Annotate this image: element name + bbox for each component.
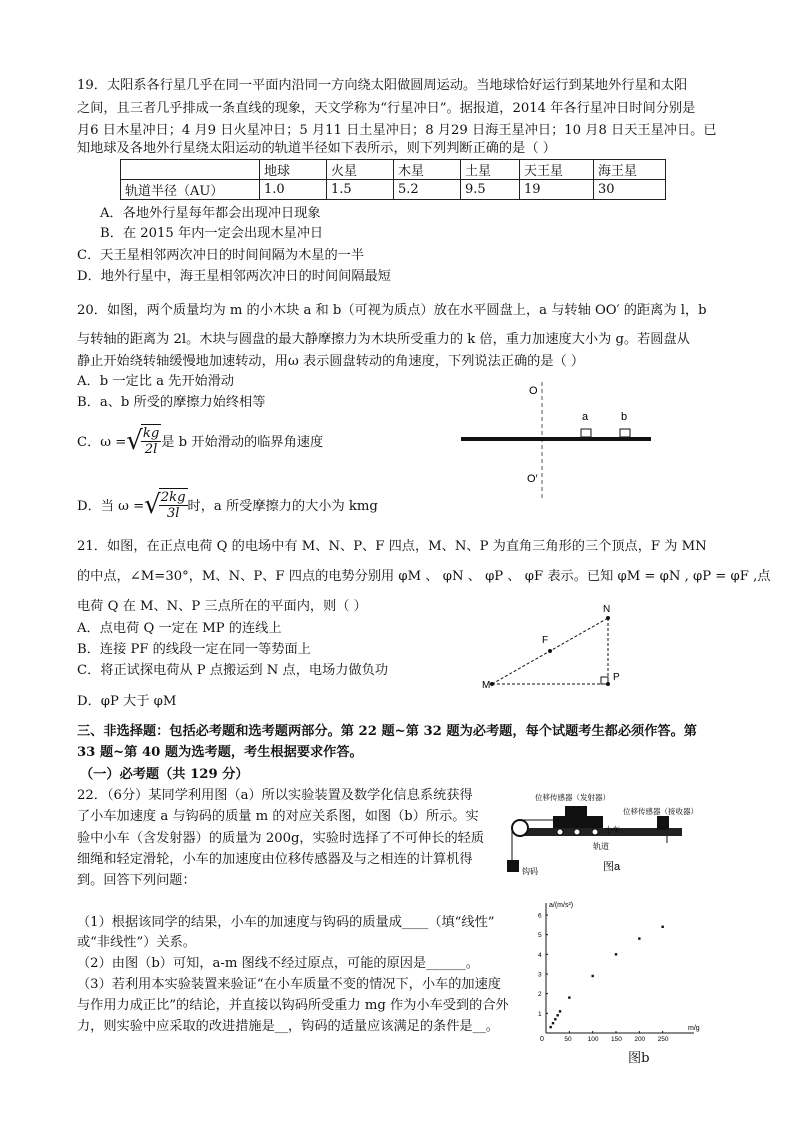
table-cell: 天王星 bbox=[520, 160, 594, 180]
q21-option-d: D．φP 大于 φM bbox=[77, 694, 177, 709]
q21-option-c: C．将正试探电荷从 P 点搬运到 N 点，电场力做负功 bbox=[77, 663, 389, 678]
table-cell: 火星 bbox=[327, 160, 394, 180]
fraction-denominator: 3l bbox=[166, 506, 180, 521]
q20-stem-line-1: 20．如图，两个质量均为 m 的小木块 a 和 b（可视为质点）放在水平圆盘上，a 与转轴 OO′ 的距离为 l，b bbox=[77, 303, 707, 318]
label-N: N bbox=[603, 604, 611, 615]
point-P bbox=[606, 682, 610, 686]
option-d-prefix: D．当 ω = bbox=[77, 499, 145, 514]
label-weight: 钩码 bbox=[522, 867, 538, 876]
x-tick-label: 250 bbox=[657, 1036, 669, 1043]
q22-stem-line-4: 细绳和轻定滑轮，小车的加速度由位移传感器及与之相连的计算机得 bbox=[77, 852, 473, 867]
q22-part-3-line-3: 力，则实验中应采取的改进措施是__，钩码的适量应该满足的条件是__。 bbox=[77, 1019, 499, 1034]
table-cell bbox=[121, 160, 260, 180]
x-tick-label: 150 bbox=[611, 1036, 622, 1043]
table-cell: 海王星 bbox=[594, 160, 666, 180]
fraction bbox=[141, 424, 161, 457]
fraction-numerator: kg bbox=[142, 426, 160, 441]
q22-part-3-line-1: （3）若利用本实验装置来验证“在小车质量不变的情况下，小车的加速度 bbox=[77, 977, 501, 992]
data-point bbox=[552, 1022, 554, 1024]
q22-part-1-line-2: 或“非线性”）关系。 bbox=[77, 935, 196, 950]
table-cell: 19 bbox=[520, 180, 594, 200]
q19-option-b: B．在 2015 年内一定会出现木星冲日 bbox=[100, 226, 324, 241]
data-point bbox=[638, 937, 640, 939]
figure-a-apparatus bbox=[505, 788, 720, 883]
point-N bbox=[606, 616, 610, 620]
table-cell: 木星 bbox=[394, 160, 461, 180]
q19-stem-line-4: 知地球及各地外行星绕太阳运动的轨道半径如下表所示，则下列判断正确的是（ ） bbox=[77, 141, 556, 156]
sqrt-expression bbox=[126, 424, 161, 457]
data-point bbox=[549, 1026, 551, 1028]
x-axis-label: m/g bbox=[688, 1025, 700, 1032]
hook-weight bbox=[507, 860, 519, 872]
y-tick-label: 4 bbox=[538, 951, 542, 959]
cart-wheel bbox=[557, 829, 563, 835]
q20-option-b: B．a、b 所受的摩擦力始终相等 bbox=[77, 395, 266, 410]
data-point bbox=[556, 1014, 558, 1016]
label-F: F bbox=[542, 635, 549, 646]
pulley-icon bbox=[512, 820, 528, 836]
table-cell: 轨道半径（AU） bbox=[121, 180, 260, 200]
q20-option-c bbox=[77, 424, 323, 457]
point-M bbox=[490, 682, 494, 686]
option-d-suffix: 时，a 所受摩擦力的大小为 kmg bbox=[187, 499, 378, 514]
figure-a-caption: 图a bbox=[603, 861, 621, 873]
disk-diagram bbox=[455, 380, 655, 500]
label-O-prime: O′ bbox=[527, 473, 538, 485]
q20-option-d bbox=[77, 488, 378, 521]
q22-stem-line-2: 了小车加速度 a 与钩码的质量 m 的对应关系图，如图（b）所示。实 bbox=[77, 809, 479, 824]
sqrt-expression bbox=[144, 488, 187, 521]
table-cell: 9.5 bbox=[461, 180, 520, 200]
triangle-diagram bbox=[480, 600, 630, 695]
fraction bbox=[159, 488, 188, 521]
figure-b-chart bbox=[528, 895, 703, 1043]
data-point bbox=[615, 953, 617, 955]
y-tick-label: 6 bbox=[538, 912, 542, 920]
section-heading-line-1: 三、非选择题：包括必考题和选考题两部分。第 22 题~第 32 题为必考题，每个试题考生都必须作答。第 bbox=[77, 724, 697, 739]
label-M: M bbox=[482, 680, 491, 691]
table-cell: 30 bbox=[594, 180, 666, 200]
q22-part-3-line-2: 与作用力成正比”的结论，并直接以钩码所受重力 mg 作为小车受到的合外 bbox=[77, 998, 509, 1013]
section-subheading: （一）必考题（共 129 分） bbox=[80, 767, 249, 782]
q19-option-a: A．各地外行星每年都会出现冲日现象 bbox=[100, 206, 321, 221]
fraction-numerator: 2kg bbox=[160, 490, 186, 505]
q20-stem-line-2: 与转轴的距离为 2l。木块与圆盘的最大静摩擦力为木块所受重力的 k 倍，重力加速度大小为 g。若圆盘从 bbox=[77, 332, 690, 347]
table-row bbox=[121, 180, 666, 200]
point-F bbox=[548, 649, 552, 653]
q19-option-c: C．天王星相邻两次冲日的时间间隔为木星的一半 bbox=[77, 248, 365, 263]
label-P: P bbox=[613, 672, 620, 683]
data-point bbox=[591, 975, 593, 977]
label-car: 小车 bbox=[605, 825, 620, 834]
table-cell: 5.2 bbox=[394, 180, 461, 200]
y-tick-label: 5 bbox=[538, 932, 542, 940]
radical-sign: √ bbox=[144, 489, 161, 520]
y-tick-label: 3 bbox=[538, 971, 542, 979]
orbit-radius-table bbox=[120, 159, 666, 200]
q21-stem-line-3: 电荷 Q 在 M、N、P 三点所在的平面内，则（ ） bbox=[77, 599, 367, 614]
label-transmitter: 位移传感器（发射器） bbox=[535, 793, 610, 802]
q19-stem-line-1: 19．太阳系各行星几乎在同一平面内沿同一方向绕太阳做圆周运动。当地球恰好运行到某地外行星和太阳 bbox=[77, 78, 688, 93]
q22-part-2: （2）由图（b）可知，a-m 图线不经过原点，可能的原因是______。 bbox=[77, 956, 479, 971]
q19-stem-line-2: 之间，且三者几乎排成一条直线的现象，天文学称为“行星冲日”。据报道，2014 年各行星冲日时间分别是 bbox=[77, 101, 696, 116]
receiver-block bbox=[657, 816, 669, 830]
q22-part-1-line-1: （1）根据该同学的结果，小车的加速度与钩码的质量成____（填“线性” bbox=[77, 915, 495, 930]
section-heading-line-2: 33 题~第 40 题为选考题，考生根据要求作答。 bbox=[77, 745, 363, 760]
q21-option-b: B．连接 PF 的线段一定在同一等势面上 bbox=[77, 642, 311, 657]
x-tick-label: 50 bbox=[564, 1036, 572, 1043]
data-point bbox=[568, 996, 570, 998]
block-a bbox=[581, 429, 591, 437]
cart-wheel bbox=[592, 829, 598, 835]
q19-stem-line-3: 月6 日木星冲日；4 月9 日火星冲日；5 月11 日土星冲日；8 月29 日海王星冲日；10 月8 日天王星冲日。已 bbox=[77, 123, 717, 138]
radical-sign: √ bbox=[126, 425, 143, 456]
table-cell: 地球 bbox=[260, 160, 327, 180]
option-c-prefix: C．ω = bbox=[77, 435, 127, 450]
y-tick-label: 2 bbox=[538, 991, 542, 999]
table-cell: 土星 bbox=[461, 160, 520, 180]
data-point bbox=[554, 1018, 556, 1020]
data-point bbox=[661, 926, 663, 928]
q22-stem-line-3: 验中小车（含发射器）的质量为 200g，实验时选择了不可伸长的轻质 bbox=[77, 831, 485, 846]
cart-wheel bbox=[574, 829, 580, 835]
x-tick-label: 200 bbox=[634, 1036, 646, 1043]
q21-option-a: A．点电荷 Q 一定在 MP 的连线上 bbox=[77, 621, 282, 636]
q20-option-a: A．b 一定比 a 先开始滑动 bbox=[77, 374, 235, 389]
option-c-suffix: 是 b 开始滑动的临界角速度 bbox=[161, 435, 324, 450]
label-a: a bbox=[582, 411, 589, 423]
figure-b-caption: 图b bbox=[628, 1051, 650, 1066]
table-cell: 1.5 bbox=[327, 180, 394, 200]
origin-label: 0 bbox=[540, 1036, 544, 1043]
fraction-denominator: 2l bbox=[144, 442, 158, 457]
label-O: O bbox=[529, 385, 538, 397]
x-tick-label: 100 bbox=[587, 1036, 599, 1043]
disk-plate bbox=[461, 437, 651, 441]
q21-stem-line-1: 21．如图，在正点电荷 Q 的电场中有 M、N、P、F 四点，M、N、P 为直角三角形的三个顶点，F 为 MN bbox=[77, 539, 707, 554]
y-axis-label: a/(m/s²) bbox=[549, 902, 574, 909]
table-header-row bbox=[121, 160, 666, 180]
label-b: b bbox=[621, 411, 628, 423]
table-cell: 1.0 bbox=[260, 180, 327, 200]
label-track: 轨道 bbox=[593, 842, 609, 851]
q22-stem-line-5: 到。回答下列问题： bbox=[77, 873, 196, 888]
block-b bbox=[620, 429, 630, 437]
q22-stem-line-1: 22．（6分）某同学利用图（a）所以实验装置及数学化信息系统获得 bbox=[77, 788, 473, 803]
data-point bbox=[559, 1010, 561, 1012]
label-receiver: 位移传感器（接收器） bbox=[623, 807, 698, 816]
transmitter-block bbox=[565, 806, 587, 818]
q20-stem-line-3: 静止开始绕转轴缓慢地加速转动，用ω 表示圆盘转动的角速度，下列说法正确的是（ ） bbox=[77, 354, 585, 369]
y-tick-label: 1 bbox=[538, 1010, 542, 1018]
q19-option-d: D．地外行星中，海王星相邻两次冲日的时间间隔最短 bbox=[77, 269, 391, 284]
q21-stem-line-2: 的中点，∠M=30°，M、N、P、F 四点的电势分别用 φM 、 φN 、 φP 、 φF 表示。已知 φM = φN , φP = φF ,点 bbox=[77, 569, 771, 584]
